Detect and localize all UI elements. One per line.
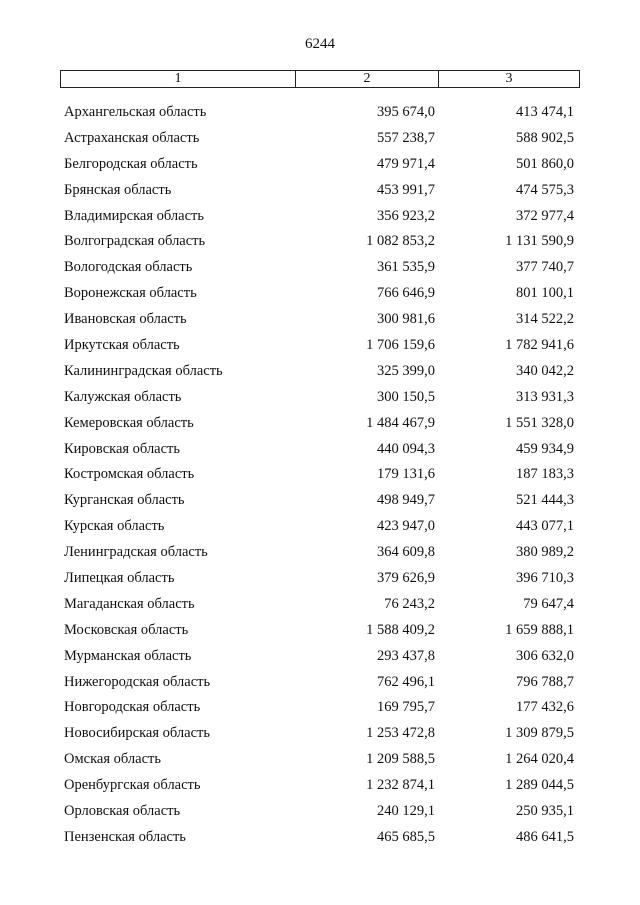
region-name: Оренбургская область [64,777,201,794]
value-col-3: 413 474,1 [516,104,574,120]
value-col-3: 1 309 879,5 [505,725,574,742]
table-row [0,619,640,645]
value-col-2: 361 535,9 [377,259,435,276]
region-name: Новосибирская область [64,725,210,742]
value-col-3: 474 575,3 [516,181,574,198]
region-name: Курская область [64,518,165,535]
value-col-2: 1 082 853,2 [366,233,435,250]
value-col-3: 1 289 044,5 [505,777,574,794]
value-col-3: 79 647,4 [523,595,574,612]
value-col-3: 377 740,7 [516,259,574,276]
region-name: Магаданская область [64,595,195,612]
table-row [0,230,640,256]
table-row [0,308,640,334]
region-name: Волгоградская область [64,233,206,250]
table-row [0,179,640,205]
region-name: Астраханская область [64,129,200,146]
value-col-2: 557 238,7 [377,129,435,146]
region-name: Воронежская область [64,285,197,302]
value-col-2: 423 947,0 [377,518,435,535]
header-col-2: 2 [296,71,439,87]
region-name: Нижегородская область [64,673,211,690]
value-col-3: 250 935,1 [516,803,574,820]
region-name: Архангельская область [64,104,207,120]
value-col-2: 395 674,0 [377,104,435,120]
page-number: 6244 [305,36,335,52]
table-row [0,696,640,722]
value-col-2: 364 609,8 [377,544,435,561]
value-col-2: 453 991,7 [377,181,435,198]
table-row [0,774,640,800]
value-col-3: 588 902,5 [516,129,574,146]
value-col-2: 169 795,7 [377,699,435,716]
value-col-2: 1 253 472,8 [366,725,435,742]
table-row [0,386,640,412]
table-body [0,101,640,852]
value-col-3: 443 077,1 [516,518,574,535]
region-name: Калининградская область [64,362,223,379]
region-name: Костромская область [64,466,195,483]
region-name: Ивановская область [64,311,187,328]
table-row [0,593,640,619]
value-col-3: 1 659 888,1 [505,621,574,638]
value-col-3: 486 641,5 [516,828,574,845]
value-col-2: 465 685,5 [377,828,435,845]
value-col-2: 379 626,9 [377,570,435,587]
table-row [0,748,640,774]
table-row [0,412,640,438]
region-name: Курганская область [64,492,185,509]
value-col-2: 325 399,0 [377,362,435,379]
value-col-2: 300 981,6 [377,311,435,328]
table-row [0,722,640,748]
region-name: Калужская область [64,388,182,405]
table-row [0,645,640,671]
value-col-3: 1 782 941,6 [505,337,574,354]
region-name: Мурманская область [64,647,192,664]
value-col-3: 372 977,4 [516,207,574,224]
table-row [0,256,640,282]
value-col-2: 498 949,7 [377,492,435,509]
region-name: Кемеровская область [64,414,194,431]
header-col-3: 3 [505,71,513,86]
table-row [0,101,640,127]
table-row [0,541,640,567]
value-col-2: 766 646,9 [377,285,435,302]
table-row [0,463,640,489]
value-col-2: 1 706 159,6 [366,337,435,354]
region-name: Кировская область [64,440,181,457]
value-col-2: 440 094,3 [377,440,435,457]
value-col-2: 1 232 874,1 [366,777,435,794]
region-name: Пензенская область [64,828,186,845]
value-col-3: 1 551 328,0 [505,414,574,431]
region-name: Новгородская область [64,699,201,716]
value-col-3: 501 860,0 [516,155,574,172]
value-col-3: 314 522,2 [516,311,574,328]
table-header [60,70,580,88]
value-col-3: 313 931,3 [516,388,574,405]
region-name: Владимирская область [64,207,204,224]
region-name: Московская область [64,621,189,638]
value-col-3: 459 934,9 [516,440,574,457]
table-row [0,800,640,826]
value-col-3: 1 131 590,9 [505,233,574,250]
region-name: Брянская область [64,181,172,198]
value-col-2: 1 484 467,9 [366,414,435,431]
value-col-3: 380 989,2 [516,544,574,561]
header-col-1: 1 [61,71,296,87]
region-name: Ленинградская область [64,544,208,561]
region-name: Орловская область [64,803,181,820]
value-col-3: 1 264 020,4 [505,751,574,768]
value-col-3: 177 432,6 [516,699,574,716]
value-col-2: 1 209 588,5 [366,751,435,768]
region-name: Иркутская область [64,337,180,354]
value-col-3: 187 183,3 [516,466,574,483]
table-row [0,334,640,360]
value-col-2: 76 243,2 [384,595,435,612]
region-name: Липецкая область [64,570,175,587]
value-col-2: 762 496,1 [377,673,435,690]
region-name: Белгородская область [64,155,198,172]
table-row [0,826,640,852]
value-col-2: 1 588 409,2 [366,621,435,638]
table-row [0,127,640,153]
value-col-2: 479 971,4 [377,155,435,172]
table-row [0,360,640,386]
table-row [0,489,640,515]
table-row [0,671,640,697]
value-col-2: 356 923,2 [377,207,435,224]
value-col-3: 796 788,7 [516,673,574,690]
value-col-3: 306 632,0 [516,647,574,664]
region-name: Омская область [64,751,161,768]
table-row [0,515,640,541]
table-row [0,205,640,231]
value-col-2: 240 129,1 [377,803,435,820]
table-row [0,567,640,593]
value-col-2: 300 150,5 [377,388,435,405]
region-name: Вологодская область [64,259,193,276]
table-row [0,153,640,179]
table-row [0,282,640,308]
table-row [0,438,640,464]
value-col-2: 293 437,8 [377,647,435,664]
value-col-3: 340 042,2 [516,362,574,379]
value-col-3: 801 100,1 [516,285,574,302]
value-col-3: 396 710,3 [516,570,574,587]
value-col-3: 521 444,3 [516,492,574,509]
value-col-2: 179 131,6 [377,466,435,483]
